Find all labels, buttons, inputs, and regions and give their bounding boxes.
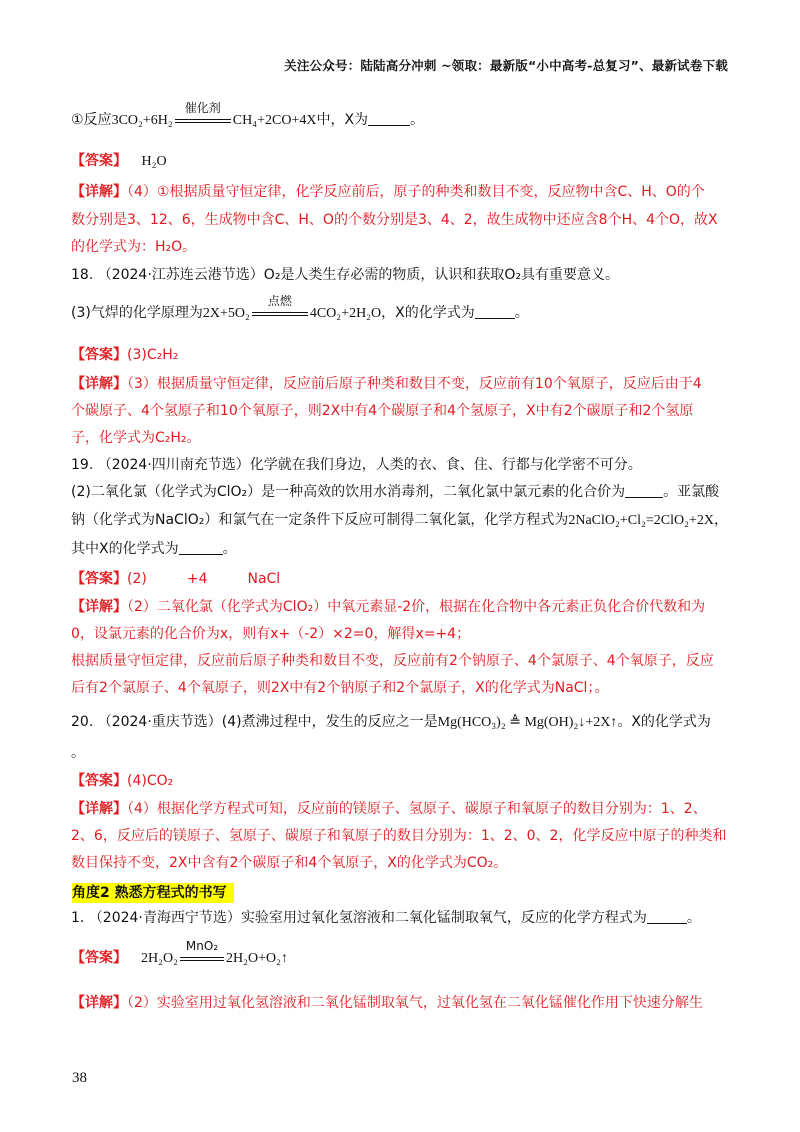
q18-answer <box>71 345 178 365</box>
q17-eq-left: 3CO₂+6H₂ <box>111 113 173 128</box>
q20-detail-line-2: 2、6，反应后的镁原子、氢原子、碳原子和氧原子的数目分别为：1、2、0、2，化学反应中原子的种类和 <box>71 828 727 844</box>
q20-detail-text-1: （4）根据化学方程式可知，反应前的镁原子、氢原子、碳原子和氧原子的数目分别为：1、2、 <box>127 801 707 817</box>
q18-condition-arrow <box>252 294 308 321</box>
q17-prefix: ①反应 <box>71 112 112 128</box>
q19-answer-part-1: (2) <box>127 571 147 587</box>
s1-end: 。 <box>686 910 701 926</box>
q19-answer-label: 【答案】 <box>71 571 127 587</box>
q19-line-4b: 。 <box>222 541 237 557</box>
q19-line-2b: 。亚氯酸 <box>663 484 720 500</box>
q17-eq-right: CH₄+2CO+4X <box>232 113 317 128</box>
q17-detail-text-1: （4）①根据质量守恒定律，化学反应前后，原子的种类和数目不变，反应物中含C、H、O的个 <box>127 184 705 200</box>
q17-condition: 催化剂 <box>184 101 221 115</box>
s1-question <box>71 908 701 928</box>
q18-suffix: ，X的化学式为 <box>381 305 475 321</box>
q19-line-2 <box>71 482 719 502</box>
q20-answer <box>71 771 173 791</box>
s1-condition: MnO₂ <box>185 939 219 953</box>
q19-detail-text-1: （2）二氧化氯（化学式为ClO₂）中氧元素显-2价，根据在化合物中各元素正负化合价代数和为 <box>127 599 706 615</box>
section-heading: 角度2 熟悉方程式的书写 <box>72 883 234 903</box>
q18-answer-label: 【答案】 <box>71 347 127 363</box>
q18-prefix: (3)气焊的化学原理为 <box>71 305 203 321</box>
q20-detail-label: 【详解】 <box>71 801 127 817</box>
q19-blank-1 <box>625 483 663 498</box>
q19-line-3b: ， <box>714 512 729 528</box>
q18-detail-line-3: 子，化学式为C₂H₂。 <box>71 430 201 446</box>
q20-detail-line-3: 数目保持不变，2X中含有2个碳原子和4个氧原子，X的化学式为CO₂。 <box>71 855 508 871</box>
q20-equation: Mg(HCO₃)₂ ≜ Mg(OH)₂↓+2X↑ <box>437 715 618 730</box>
q17-question <box>71 101 425 131</box>
q19-equation: 2NaClO₂+Cl₂=2ClO₂+2X <box>568 513 715 528</box>
q18-detail-label: 【详解】 <box>71 376 127 392</box>
q19-stem: 19. （2024·四川南充节选）化学就在我们身边，人类的衣、食、住、行都与化学密不可分。 <box>71 457 642 473</box>
q17-blank <box>368 111 410 126</box>
s1-answer-label: 【答案】 <box>71 950 127 966</box>
q20-stem: 20. （2024·重庆节选）(4)煮沸过程中，发生的反应之一是 <box>71 714 438 730</box>
q20-suffix: 。X的化学式为 <box>617 714 711 730</box>
q19-line-3 <box>71 510 728 531</box>
q17-detail-label: 【详解】 <box>71 184 127 200</box>
q17-detail-line-2: 数分别是3、12、6，生成物中含C、H、O的个数分别是3、4、2，故生成物中还应含8个H、4个O，故X <box>71 212 718 228</box>
s1-detail-label: 【详解】 <box>71 995 127 1011</box>
q20-end: 。 <box>71 745 85 761</box>
q17-detail-line-1 <box>71 182 705 202</box>
q18-stem: 18. （2024·江苏连云港节选）O₂是人类生存必需的物质，认识和获取O₂具有重要意义。 <box>71 267 620 283</box>
s1-condition-arrow <box>180 939 224 966</box>
s1-stem: 1. （2024·青海西宁节选）实验室用过氧化氢溶液和二氧化锰制取氧气，反应的化学方程式为 <box>71 910 647 926</box>
s1-detail-line-1 <box>71 993 703 1013</box>
page-header: 关注公众号：陆陆高分冲刺 ~领取：最新版“小中高考-总复习”、最新试卷下载 <box>284 58 728 73</box>
page-number: 38 <box>72 1070 87 1086</box>
q20-detail-line-1 <box>71 799 707 819</box>
s1-blank <box>647 909 687 924</box>
q17-suffix: 中，X为 <box>316 112 369 128</box>
q20-answer-label: 【答案】 <box>71 773 127 789</box>
s1-answer <box>71 939 288 969</box>
q19-blank-2 <box>179 540 223 555</box>
q20-answer-value: (4)CO₂ <box>127 773 174 789</box>
q18-answer-value: (3)C₂H₂ <box>127 347 179 363</box>
q19-answer <box>71 569 280 589</box>
s1-eq-right: 2H₂O+O₂↑ <box>225 951 288 966</box>
q18-eq-left: 2X+5O₂ <box>202 306 250 321</box>
q18-detail-text-1: （3）根据质量守恒定律，反应前后原子种类和数目不变，反应前有10个氧原子，反应后由于4 <box>127 376 702 392</box>
q17-end: 。 <box>410 112 425 128</box>
q17-condition-arrow <box>175 101 231 128</box>
q18-question <box>71 294 529 324</box>
q17-answer-value: H₂O <box>141 154 167 169</box>
q17-detail-line-3: 的化学式为：H₂O。 <box>71 239 197 255</box>
s1-detail-text: （2）实验室用过氧化氢溶液和二氧化锰制取氧气，过氧化氢在二氧化锰催化作用下快速分解生 <box>127 995 703 1011</box>
q18-detail-line-1 <box>71 374 702 394</box>
q19-detail-line-2: 0，设氯元素的化合价为x，则有x+（-2）×2=0，解得x=+4； <box>71 626 471 642</box>
q18-blank <box>475 304 515 319</box>
q17-answer <box>71 151 167 172</box>
q19-detail-line-3: 根据质量守恒定律，反应前后原子种类和数目不变，反应前有2个钠原子、4个氯原子、4个氧原子，反应 <box>71 653 714 669</box>
q19-detail-label: 【详解】 <box>71 599 127 615</box>
q19-answer-part-3: NaCl <box>247 571 281 587</box>
q19-line-2a: (2)二氧化氯（化学式为ClO₂）是一种高效的饮用水消毒剂，二氧化氯中氯元素的化合价为 <box>71 484 626 500</box>
q17-answer-label: 【答案】 <box>71 153 127 169</box>
q19-line-4a: 其中X的化学式为 <box>71 541 179 557</box>
q19-detail-line-4: 后有2个氯原子、4个氧原子，则2X中有2个钠原子和2个氯原子，X的化学式为NaCl；。 <box>71 680 609 696</box>
q19-line-3a: 钠（化学式为NaClO₂）和氯气在一定条件下反应可制得二氧化氯，化学方程式为 <box>71 512 569 528</box>
s1-eq-left: 2H₂O₂ <box>141 951 178 966</box>
q19-detail-line-1 <box>71 597 705 617</box>
q18-eq-right: 4CO₂+2H₂O <box>309 306 382 321</box>
q18-detail-line-2: 个碳原子、4个氢原子和10个氧原子，则2X中有4个碳原子和4个氢原子，X中有2个碳原子和2个氢原 <box>71 403 694 419</box>
q19-answer-part-2: +4 <box>186 571 208 587</box>
q18-condition: 点燃 <box>267 294 292 308</box>
q20-question <box>71 712 711 733</box>
q18-end: 。 <box>514 305 529 321</box>
q19-line-4 <box>71 539 237 559</box>
